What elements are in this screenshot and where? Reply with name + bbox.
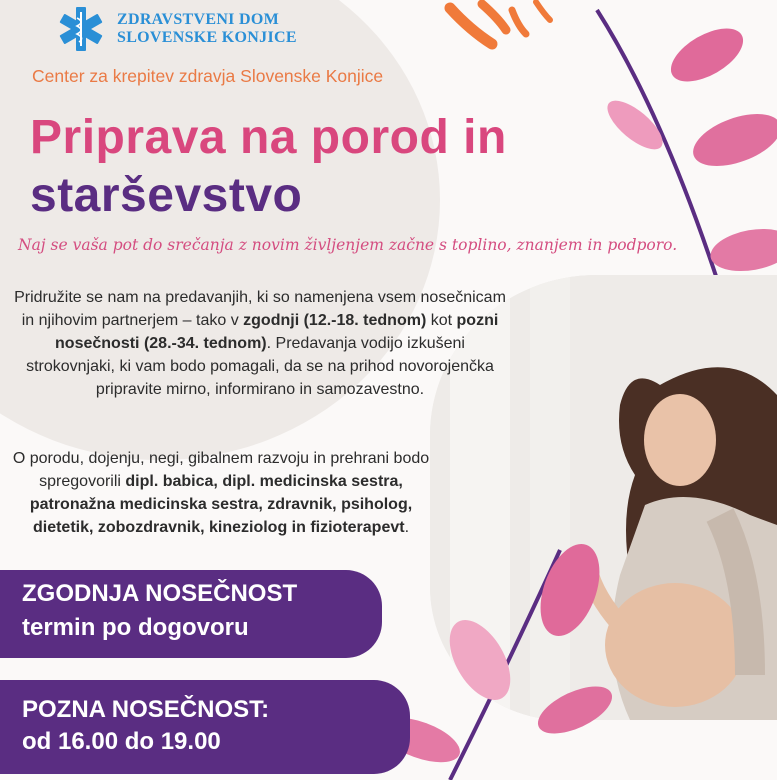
title-line-1: Priprava na porod in (30, 111, 507, 164)
title-line-2: starševstvo (30, 169, 303, 222)
early-pregnancy-time: termin po dogovoru (22, 614, 249, 641)
orange-strokes-decoration (440, 0, 560, 60)
late-pregnancy-heading: POZNA NOSEČNOST: (22, 696, 270, 723)
intro-paragraph: Pridružite se nam na predavanjih, ki so namenjena vsem nosečnicam in njihovim partnerjem – tako v zgodnji (12.-18. tednom) kot pozni nosečnosti (28.-34. tednom). Predavanja vodijo izkušeni strokovnjaki, ki vam bodo pomagali, da se na prihod novorojenčka pripravite mirno, informirano in samozavestno. (14, 289, 506, 398)
speakers-paragraph: O porodu, dojenju, negi, gibalnem razvoju in prehrani bodo spregovorili dipl. babica, dipl. medicinska sestra, patronažna medicinska sestra, zdravnik, psiholog, dietetik, zobozdravnik, kineziolog in fizioterapevt. (12, 450, 430, 536)
late-pregnancy-banner (0, 680, 410, 774)
star-of-life-icon (57, 4, 105, 54)
logo-line-1: ZDRAVSTVENI DOM (117, 11, 280, 28)
clinic-logo (57, 4, 297, 54)
early-pregnancy-heading: ZGODNJA NOSEČNOST (22, 580, 298, 607)
tagline: Naj se vaša pot do srečanja z novim življenjem začne s toplino, znanjem in podporo. (18, 236, 678, 254)
late-pregnancy-time: od 16.00 do 19.00 (22, 728, 221, 755)
center-name: Center za krepitev zdravja Slovenske Konjice (32, 66, 384, 86)
early-pregnancy-banner (0, 570, 382, 658)
leaf-branch-top-decoration (557, 0, 777, 320)
logo-line-2: SLOVENSKE KONJICE (117, 29, 297, 46)
